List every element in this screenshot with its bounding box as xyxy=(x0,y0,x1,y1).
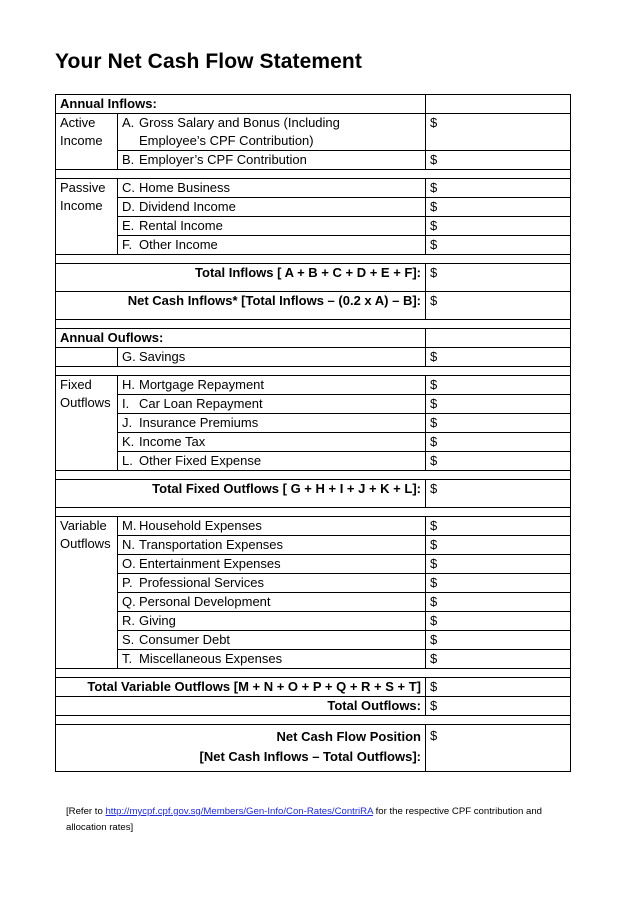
item-letter: H. xyxy=(122,377,135,392)
amount-field[interactable]: $ xyxy=(426,612,571,631)
savings-row xyxy=(56,348,571,367)
amount-field[interactable]: $ xyxy=(426,348,571,367)
outflows-heading-row xyxy=(56,329,571,348)
inflows-heading: Annual Inflows: xyxy=(56,95,426,114)
item-h xyxy=(118,376,426,395)
item-letter: A. xyxy=(122,115,135,130)
variable-outflows-row-s xyxy=(56,631,571,650)
item-letter: F. xyxy=(122,237,133,252)
fixed-outflows-row-h xyxy=(56,376,571,395)
cpf-rates-link[interactable]: http://mycpf.cpf.gov.sg/Members/Gen-Info/Con-Rates/ContriRA xyxy=(105,806,373,817)
item-o xyxy=(118,555,426,574)
net-cash-flow-label xyxy=(56,725,426,772)
item-text: Home Business xyxy=(139,180,231,195)
total-outflows-label: Total Outflows: xyxy=(56,697,426,716)
amount-field[interactable]: $ xyxy=(426,574,571,593)
item-k xyxy=(118,433,426,452)
passive-label-line1: Passive xyxy=(60,180,106,195)
amount-field[interactable]: $ xyxy=(426,151,571,170)
active-income-row-b xyxy=(56,151,571,170)
net-inflows-label: Net Cash Inflows* [Total Inflows – (0.2 x A) – B]: xyxy=(56,292,426,320)
spacer-row xyxy=(56,255,571,264)
variable-outflows-row-o xyxy=(56,555,571,574)
item-j xyxy=(118,414,426,433)
amount-field[interactable]: $ xyxy=(426,517,571,536)
item-c xyxy=(118,179,426,198)
item-f xyxy=(118,236,426,255)
amount-field[interactable]: $ xyxy=(426,433,571,452)
inflows-heading-blank xyxy=(426,95,571,114)
footnote xyxy=(66,804,556,836)
total-outflows-amount[interactable]: $ xyxy=(426,697,571,716)
item-text: Mortgage Repayment xyxy=(139,377,265,392)
item-letter: J. xyxy=(122,415,133,430)
amount-field[interactable]: $ xyxy=(426,236,571,255)
item-text: Dividend Income xyxy=(139,199,236,214)
amount-field[interactable]: $ xyxy=(426,395,571,414)
net-inflows-row xyxy=(56,292,571,320)
variable-outflows-row-m xyxy=(56,517,571,536)
amount-field[interactable]: $ xyxy=(426,114,571,151)
item-letter: I. xyxy=(122,396,130,411)
net-cash-flow-row xyxy=(56,725,571,772)
item-letter: N. xyxy=(122,537,135,552)
net-cash-flow-line2: [Net Cash Inflows – Total Outflows]: xyxy=(199,749,421,764)
variable-outflows-row-q xyxy=(56,593,571,612)
item-q xyxy=(118,593,426,612)
total-fixed-outflows-row xyxy=(56,480,571,508)
item-p xyxy=(118,574,426,593)
item-text: Entertainment Expenses xyxy=(139,556,281,571)
total-inflows-amount[interactable]: $ xyxy=(426,264,571,292)
total-outflows-row xyxy=(56,697,571,716)
item-text: Savings xyxy=(139,349,186,364)
item-g xyxy=(118,348,426,367)
item-text: Employer’s CPF Contribution xyxy=(139,152,307,167)
item-text: Personal Development xyxy=(139,594,271,609)
spacer-row xyxy=(56,716,571,725)
outflows-heading: Annual Ouflows: xyxy=(56,329,426,348)
amount-field[interactable]: $ xyxy=(426,179,571,198)
amount-field[interactable]: $ xyxy=(426,536,571,555)
item-d xyxy=(118,198,426,217)
fixed-outflows-row-i xyxy=(56,395,571,414)
spacer-row xyxy=(56,508,571,517)
item-text: Consumer Debt xyxy=(139,632,231,647)
item-text: Giving xyxy=(139,613,176,628)
total-fixed-outflows-amount[interactable]: $ xyxy=(426,480,571,508)
spacer-row xyxy=(56,367,571,376)
fixed-label-line2: Outflows xyxy=(60,395,111,410)
net-cash-flow-amount[interactable]: $ xyxy=(426,725,571,772)
item-letter: D. xyxy=(122,199,135,214)
item-letter: T. xyxy=(122,651,133,666)
item-letter: C. xyxy=(122,180,135,195)
total-inflows-row xyxy=(56,264,571,292)
item-r xyxy=(118,612,426,631)
item-text: Gross Salary and Bonus (Including xyxy=(139,115,340,130)
page-title: Your Net Cash Flow Statement xyxy=(55,50,362,73)
item-letter: P. xyxy=(122,575,133,590)
amount-field[interactable]: $ xyxy=(426,593,571,612)
item-text-continued: Employee’s CPF Contribution) xyxy=(139,133,314,148)
savings-label-blank xyxy=(56,348,118,367)
total-variable-outflows-label: Total Variable Outflows [M + N + O + P + Q + R + S + T] xyxy=(56,678,426,697)
total-variable-outflows-row xyxy=(56,678,571,697)
item-s xyxy=(118,631,426,650)
item-n xyxy=(118,536,426,555)
item-text: Other Income xyxy=(139,237,218,252)
item-text: Miscellaneous Expenses xyxy=(139,651,283,666)
item-e xyxy=(118,217,426,236)
item-letter: K. xyxy=(122,434,135,449)
fixed-label-line1: Fixed xyxy=(60,377,92,392)
item-text: Rental Income xyxy=(139,218,223,233)
spacer-row xyxy=(56,320,571,329)
amount-field[interactable]: $ xyxy=(426,414,571,433)
item-l xyxy=(118,452,426,471)
amount-field[interactable]: $ xyxy=(426,650,571,669)
passive-label-line2: Income xyxy=(60,198,103,213)
fixed-outflows-row-l xyxy=(56,452,571,471)
passive-income-row-e xyxy=(56,217,571,236)
amount-field[interactable]: $ xyxy=(426,555,571,574)
variable-label-line2: Outflows xyxy=(60,536,111,551)
total-fixed-outflows-label: Total Fixed Outflows [ G + H + I + J + K + L]: xyxy=(56,480,426,508)
item-letter: B. xyxy=(122,152,135,167)
item-letter: L. xyxy=(122,453,133,468)
fixed-outflows-row-j xyxy=(56,414,571,433)
item-t xyxy=(118,650,426,669)
amount-field[interactable]: $ xyxy=(426,198,571,217)
total-variable-outflows-amount[interactable]: $ xyxy=(426,678,571,697)
item-letter: Q. xyxy=(122,594,136,609)
amount-field[interactable]: $ xyxy=(426,631,571,650)
item-text: Professional Services xyxy=(139,575,264,590)
item-text: Insurance Premiums xyxy=(139,415,259,430)
active-label-line1: Active xyxy=(60,115,96,130)
active-income-label xyxy=(56,114,118,170)
cash-flow-table xyxy=(55,94,571,772)
item-letter: S. xyxy=(122,632,135,647)
item-letter: R. xyxy=(122,613,135,628)
variable-outflows-row-n xyxy=(56,536,571,555)
item-m xyxy=(118,517,426,536)
variable-outflows-row-t xyxy=(56,650,571,669)
passive-income-label xyxy=(56,179,118,255)
total-inflows-label: Total Inflows [ A + B + C + D + E + F]: xyxy=(56,264,426,292)
passive-income-row-f xyxy=(56,236,571,255)
net-inflows-amount[interactable]: $ xyxy=(426,292,571,320)
footnote-suffix: for the respective CPF contribution and allocation rates] xyxy=(66,806,543,833)
item-text: Income Tax xyxy=(139,434,206,449)
active-label-line2: Income xyxy=(60,133,103,148)
amount-field[interactable]: $ xyxy=(426,376,571,395)
amount-field[interactable]: $ xyxy=(426,452,571,471)
item-letter: G. xyxy=(122,349,136,364)
spacer-row xyxy=(56,471,571,480)
item-text: Other Fixed Expense xyxy=(139,453,262,468)
item-letter: E. xyxy=(122,218,135,233)
variable-label-line1: Variable xyxy=(60,518,107,533)
net-cash-flow-line1: Net Cash Flow Position xyxy=(276,729,421,744)
item-text: Household Expenses xyxy=(139,518,262,533)
footnote-prefix: [Refer to xyxy=(66,806,106,817)
cash-flow-statement xyxy=(55,94,570,772)
variable-outflows-row-r xyxy=(56,612,571,631)
item-a xyxy=(118,114,426,151)
variable-outflows-label xyxy=(56,517,118,669)
item-letter: M. xyxy=(122,518,137,533)
inflows-heading-row xyxy=(56,95,571,114)
item-i xyxy=(118,395,426,414)
amount-field[interactable]: $ xyxy=(426,217,571,236)
fixed-outflows-row-k xyxy=(56,433,571,452)
passive-income-row-d xyxy=(56,198,571,217)
outflows-heading-blank xyxy=(426,329,571,348)
variable-outflows-row-p xyxy=(56,574,571,593)
item-text: Transportation Expenses xyxy=(139,537,284,552)
item-letter: O. xyxy=(122,556,136,571)
spacer-row xyxy=(56,170,571,179)
item-text: Car Loan Repayment xyxy=(139,396,263,411)
item-b xyxy=(118,151,426,170)
spacer-row xyxy=(56,669,571,678)
fixed-outflows-label xyxy=(56,376,118,471)
active-income-row-a xyxy=(56,114,571,151)
passive-income-row-c xyxy=(56,179,571,198)
